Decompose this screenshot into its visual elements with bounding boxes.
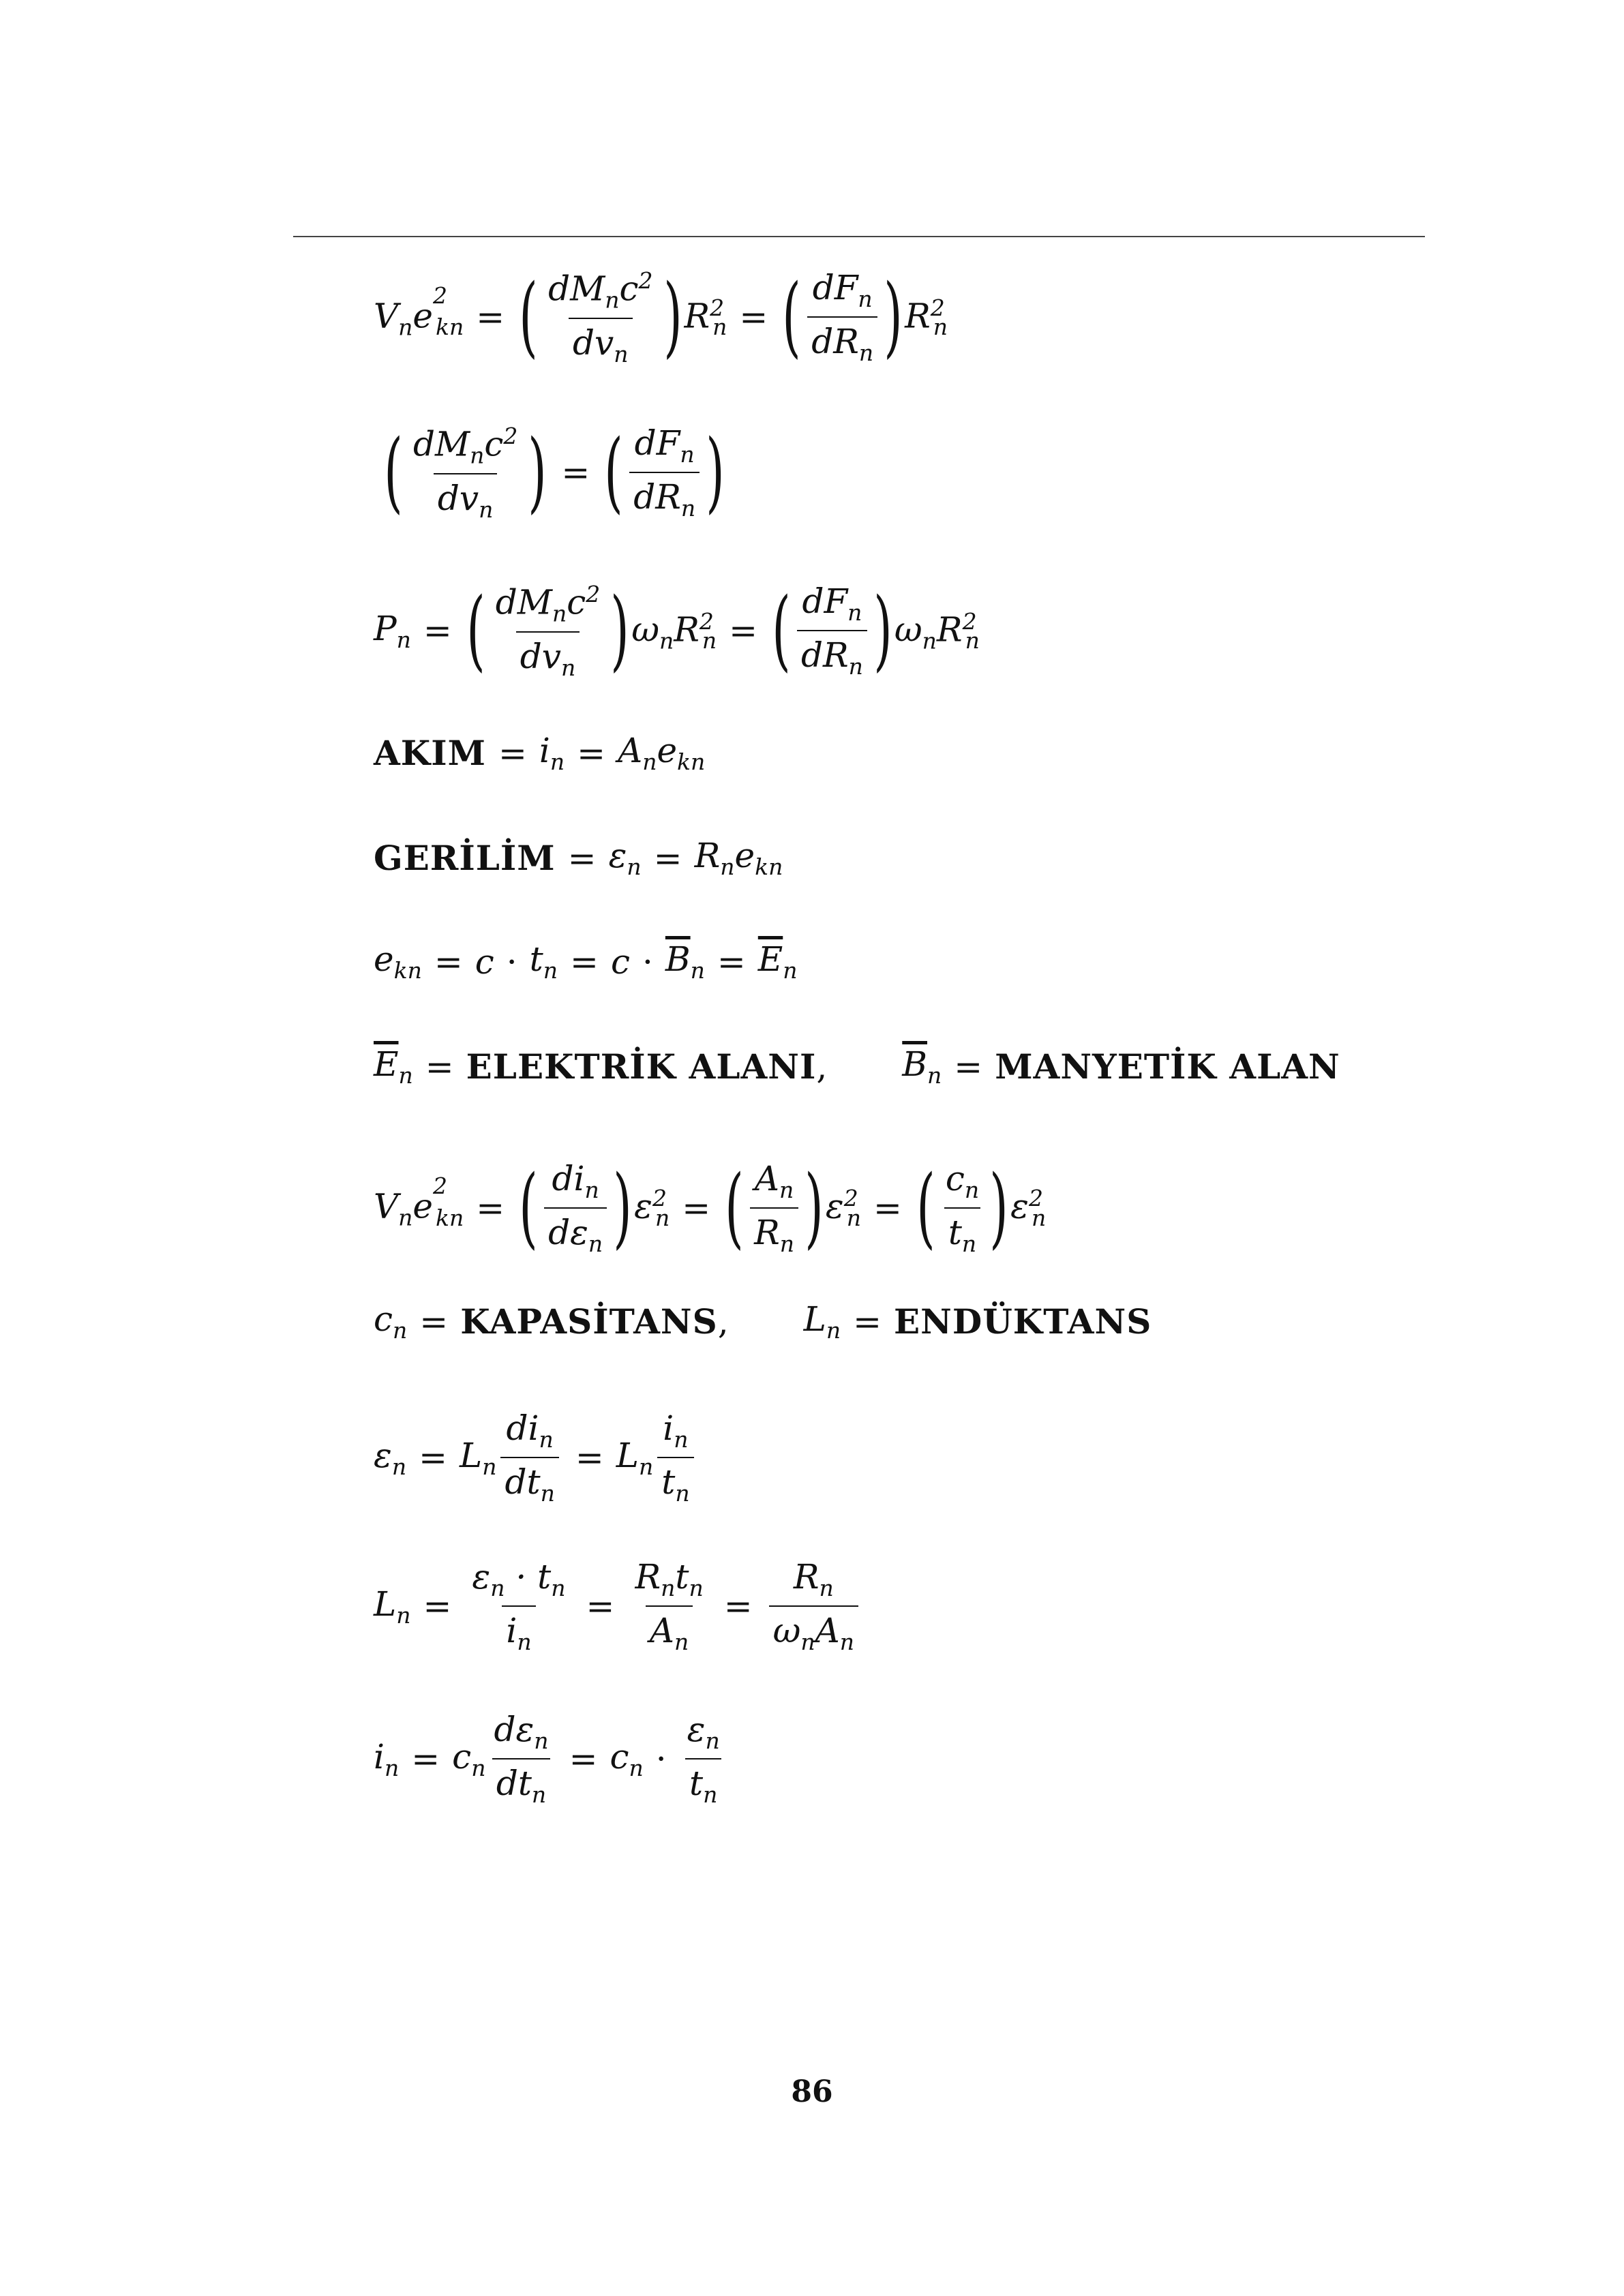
equation-ekn: $e_{kn}$ = c · $t_n$ = c · $\overline{B}_n$ = $\overline{E}_n$ bbox=[374, 939, 798, 984]
equation-12: $i_n$ = $c_n$ $\frac{d\varepsilon_n}{dt_n}$ = $c_n$ · $\frac{\varepsilon_n}{t_n}$ bbox=[374, 1710, 728, 1808]
enduktans-label: ENDÜKTANS bbox=[894, 1301, 1152, 1342]
elektrik-alani-label: ELEKTRİK ALANI bbox=[466, 1046, 817, 1087]
header-rule bbox=[293, 236, 1425, 237]
equation-kapasitans-enduktans: $c_n$ = KAPASİTANS , $L_n$ = ENDÜKTANS bbox=[374, 1299, 1152, 1344]
manyetik-alan-label: MANYETİK ALAN bbox=[995, 1046, 1340, 1087]
equation-10: $\varepsilon_n$ = $L_n$ $\frac{di_n}{dt_n}$ = $L_n$ $\frac{i_n}{t_n}$ bbox=[374, 1408, 698, 1507]
kapasitans-label: KAPASİTANS bbox=[460, 1301, 718, 1342]
equation-8: $V_ne^2_{kn}$ = ( $\frac{di_n}{d\varepsilon_n}$ ) $\varepsilon^2_n$ = ( $\frac{A_n}{R_n}$ ) $\varepsilon^2_n$ = ( $\frac{c_n}{t_n}$ ) $\varepsilon^2_n$ bbox=[374, 1157, 1047, 1258]
equation-field-definitions: $\overline{E}_n$ = ELEKTRİK ALANI , $\overline{B}_n$ = MANYETİK ALAN bbox=[374, 1044, 1340, 1089]
akim-label: AKIM bbox=[374, 733, 486, 773]
equation-3: $P_n$ = ( $\frac{dM_nc^2}{dv_n}$ ) $\omega_nR^2_n$ = ( $\frac{dF_n}{dR_n}$ ) $\omega_nR^2_n$ bbox=[374, 579, 980, 682]
page-number: 86 bbox=[791, 2074, 833, 2109]
equation-1: $V_ne^2_{kn}$ = ( $\frac{dM_nc^2}{dv_n}$ ) $R^2_n$ = ( $\frac{dF_n}{dR_n}$ ) $R^2_n$ bbox=[374, 266, 948, 368]
equation-2: ( $\frac{dM_nc^2}{dv_n}$ ) = ( $\frac{dF_n}{dR_n}$ ) bbox=[384, 421, 725, 524]
gerilim-label: GERİLİM bbox=[374, 838, 556, 878]
equation-akim: AKIM = $i_n$ = $A_ne_{kn}$ bbox=[374, 731, 706, 775]
equation-11: $L_n$ = $\frac{\varepsilon_n \cdot t_n}{i_n}$ = $\frac{R_nt_n}{A_n}$ = $\frac{R_n}{\omega_nA_n}$ bbox=[374, 1557, 862, 1655]
equation-gerilim: GERİLİM = $\varepsilon_n$ = $R_ne_{kn}$ bbox=[374, 836, 783, 880]
